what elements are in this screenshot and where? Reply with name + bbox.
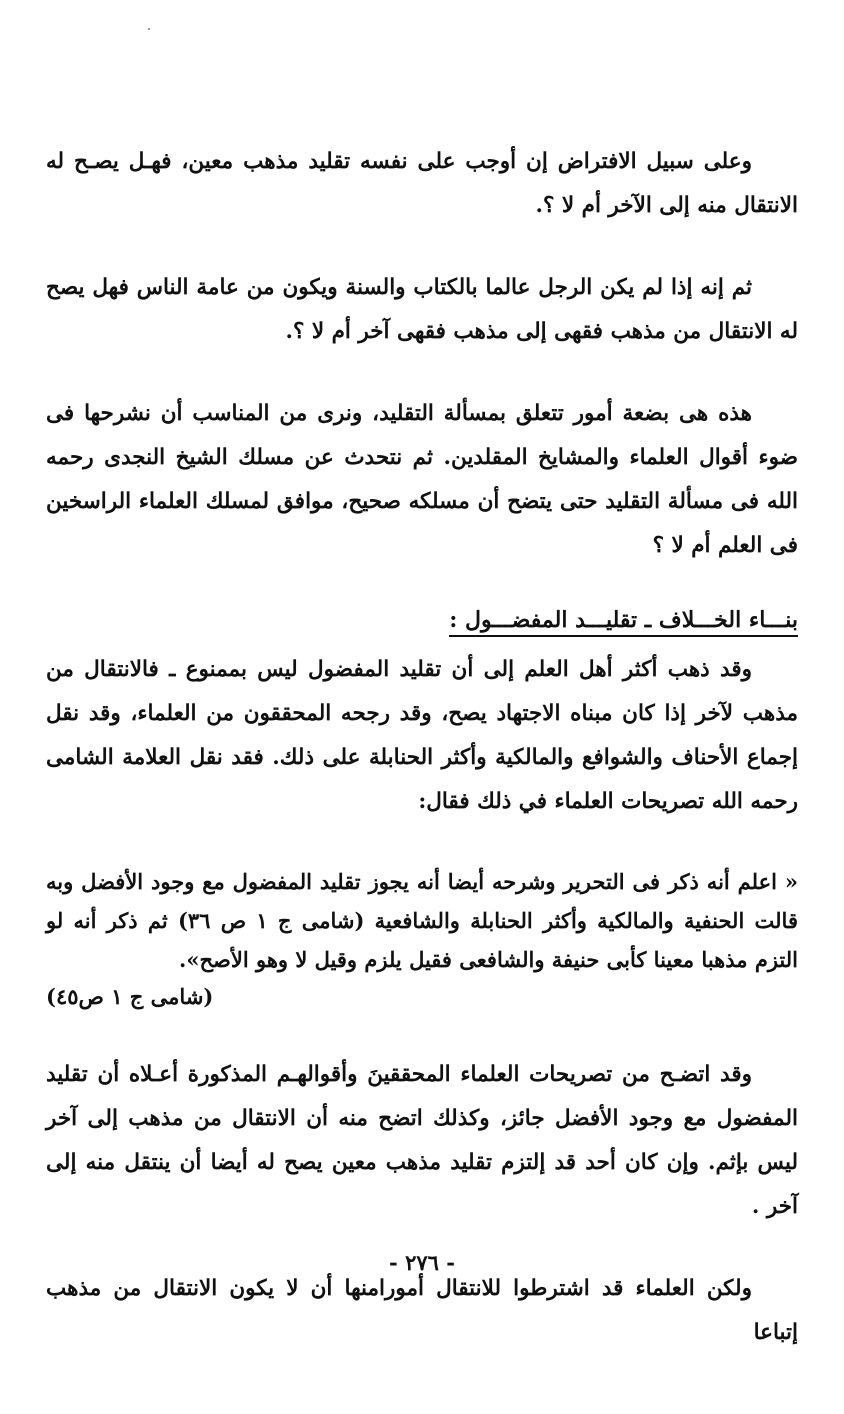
page-number: - ٢٧٦ -	[389, 1250, 455, 1275]
paragraph-layman-question: ثم إنه إذا لم يكن الرجل عالما بالكتاب والسنة ويكون من عامة الناس فهل يصح له الانتقال من مذهب فقهى إلى مذهب فقهى آخر أم لا ؟.	[46, 275, 798, 344]
paragraph-gap	[46, 1015, 798, 1053]
paragraph-gap	[46, 354, 798, 392]
paragraph-gap	[46, 568, 798, 598]
paragraph-scholars-view: وقد ذهب أكثر أهل العلم إلى أن تقليد المفضول ليس بممنوع ـ فالانتقال من مذهب لآخر إذا كان مبناه الاجتهاد يصح، وقد رجحه المحققون من العلماء، وقد نقل إجماع الأحناف والشوافع والمالكية وأكثر الحنابلة على ذلك. فقد نقل العلامة الشامى رحمه الله تصريحات العلماء في ذلك فقال:	[46, 657, 798, 814]
scan-speck	[148, 28, 150, 30]
quotation-reference: (شامى ج ١ ص٤٥)	[46, 984, 214, 1009]
section-heading: بنـــاء الخـــلاف ـ تقليـــد المفضـــول :	[449, 607, 798, 637]
paragraph-overview: هذه هى بضعة أمور تتعلق بمسألة التقليد، ونرى من المناسب أن نشرحها فى ضوء أقوال العلماء والمشايخ المقلدين. ثم نتحدث عن مسلك الشيخ النجدى رحمه الله فى مسألة التقليد حتى يتضح أن مسلكه صحيح، موافق لمسلك العلماء الراسخين فى العلم أم لا ؟	[46, 401, 798, 558]
paragraph-conditions: ولكن العلماء قد اشترطوا للانتقال أمورامنها أن لا يكون الانتقال من مذهب إتباعا	[46, 1276, 798, 1345]
paragraph-gap	[46, 228, 798, 266]
paragraph-gap	[46, 824, 798, 862]
quotation-block: « اعلم أنه ذكر فى التحرير وشرحه أيضا أنه يجوز تقليد المفضول مع وجود الأفضل وبه قالت الحنفية والمالكية وأكثر الحنابلة والشافعية (شامى ج ١ ص ٣٦) ثم ذكر أنه لو التزم مذهبا معينا كأبى حنيفة والشافعى فقيل يلزم وقيل لا وهو الأصح».	[46, 869, 799, 972]
paragraph-hypothesis: وعلى سبيل الافتراض إن أوجب على نفسه تقليد مذهب معين، فهـل يصـح له الانتقال منه إلى الآخر أم لا ؟.	[46, 149, 798, 218]
section-heading-wrap	[46, 598, 798, 642]
paragraph-conclusion: وقد اتضـح من تصريحات العلماء المحققينَ وأقوالهـم المذكورة أعـلاه أن تقليد المفضول مع وجود الأفضل جائز، وكذلك اتضح منه أن الانتقال من مذهب إلى آخر ليس بإثم. وإن كان أحد قد إلتزم تقليد مذهب معين يصح له أيضا أن ينتقل منه إلى آخر .	[46, 1062, 798, 1219]
